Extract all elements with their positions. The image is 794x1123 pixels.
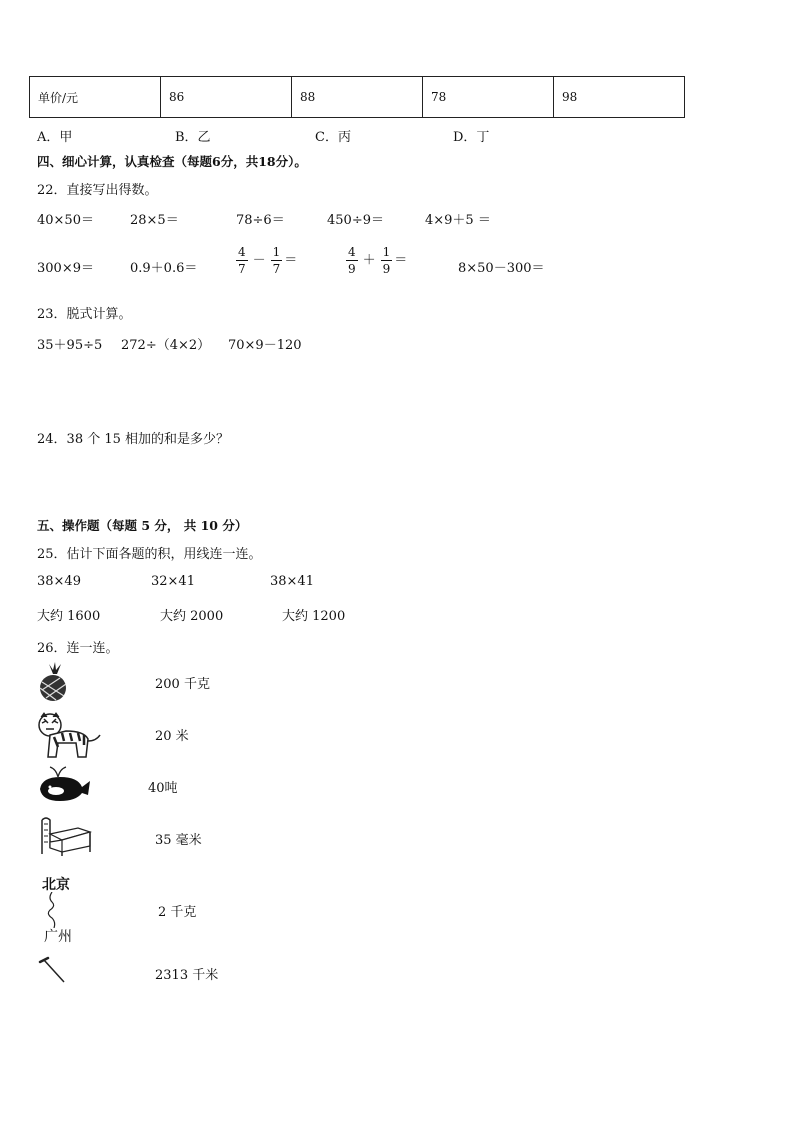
fraction-expression <box>234 246 297 275</box>
question-stem: 23．脱式计算。 <box>37 307 132 322</box>
denominator: 9 <box>382 262 391 276</box>
calc-item: 4×9＋5 ＝ <box>425 213 491 228</box>
denominator: 9 <box>348 262 356 276</box>
operator: － <box>252 253 266 268</box>
bed-icon <box>38 812 94 856</box>
match-label: 40吨 <box>148 781 178 796</box>
calc-item: 35＋95÷5 <box>37 338 103 353</box>
numerator: 1 <box>382 245 391 259</box>
product-item: 38×49 <box>37 574 81 589</box>
equals: ＝ <box>394 253 408 268</box>
question-stem: 26．连一连。 <box>37 641 119 656</box>
calc-item: 272÷（4×2） <box>121 338 211 353</box>
price-table <box>29 76 685 118</box>
denominator: 7 <box>272 262 281 276</box>
fraction <box>346 246 358 275</box>
choice-c: C．丙 <box>315 130 351 145</box>
calc-item: 70×9－120 <box>228 338 302 353</box>
choice-a: A．甲 <box>37 130 73 145</box>
table-cell: 78 <box>423 77 554 118</box>
numerator: 4 <box>238 245 246 259</box>
calc-item: 28×5＝ <box>130 213 179 228</box>
choice-d: D．丁 <box>453 130 490 145</box>
question-stem: 22．直接写出得数。 <box>37 183 158 198</box>
operator: ＋ <box>362 253 376 268</box>
equals: ＝ <box>284 253 298 268</box>
match-label: 35 毫米 <box>155 833 202 848</box>
estimate-item: 大约 2000 <box>160 609 224 624</box>
table-cell: 86 <box>161 77 292 118</box>
map-label-beijing: 北京 <box>42 877 70 893</box>
calc-item: 40×50＝ <box>37 213 94 228</box>
match-label: 20 米 <box>155 729 189 744</box>
nail-icon <box>38 956 68 986</box>
question-stem: 24．38 个 15 相加的和是多少？ <box>37 432 230 447</box>
choice-b: B．乙 <box>175 130 211 145</box>
denominator: 7 <box>238 262 246 276</box>
section-heading: 五、操作题（每题 5 分， 共 10 分） <box>37 518 248 533</box>
calc-item: 0.9＋0.6＝ <box>130 261 198 276</box>
calc-item: 450÷9＝ <box>327 213 384 228</box>
whale-icon <box>36 765 92 805</box>
product-item: 32×41 <box>151 574 195 589</box>
estimate-item: 大约 1600 <box>37 609 101 624</box>
estimate-item: 大约 1200 <box>282 609 346 624</box>
numerator: 4 <box>348 245 356 259</box>
numerator: 1 <box>272 245 281 259</box>
pineapple-icon <box>36 662 72 702</box>
fraction <box>381 246 393 275</box>
table-cell: 88 <box>292 77 423 118</box>
map-label-guangzhou: 广州 <box>44 929 72 945</box>
match-label: 2313 千米 <box>155 968 219 983</box>
calc-item: 8×50－300＝ <box>458 261 545 276</box>
question-stem: 25．估计下面各题的积，用线连一连。 <box>37 547 262 562</box>
fraction <box>236 246 248 275</box>
fraction <box>271 246 283 275</box>
map-route-icon <box>42 892 66 928</box>
product-item: 38×41 <box>270 574 314 589</box>
calc-item: 78÷6＝ <box>236 213 285 228</box>
match-label: 2 千克 <box>158 905 197 920</box>
match-label: 200 千克 <box>155 677 210 692</box>
fraction-expression <box>344 246 407 275</box>
table-row <box>30 77 685 118</box>
tiger-icon <box>36 711 102 759</box>
table-cell: 单价/元 <box>30 77 161 118</box>
calc-item: 300×9＝ <box>37 261 94 276</box>
table-cell: 98 <box>554 77 685 118</box>
section-heading: 四、细心计算，认真检查（每题6分，共18分）。 <box>37 154 307 169</box>
